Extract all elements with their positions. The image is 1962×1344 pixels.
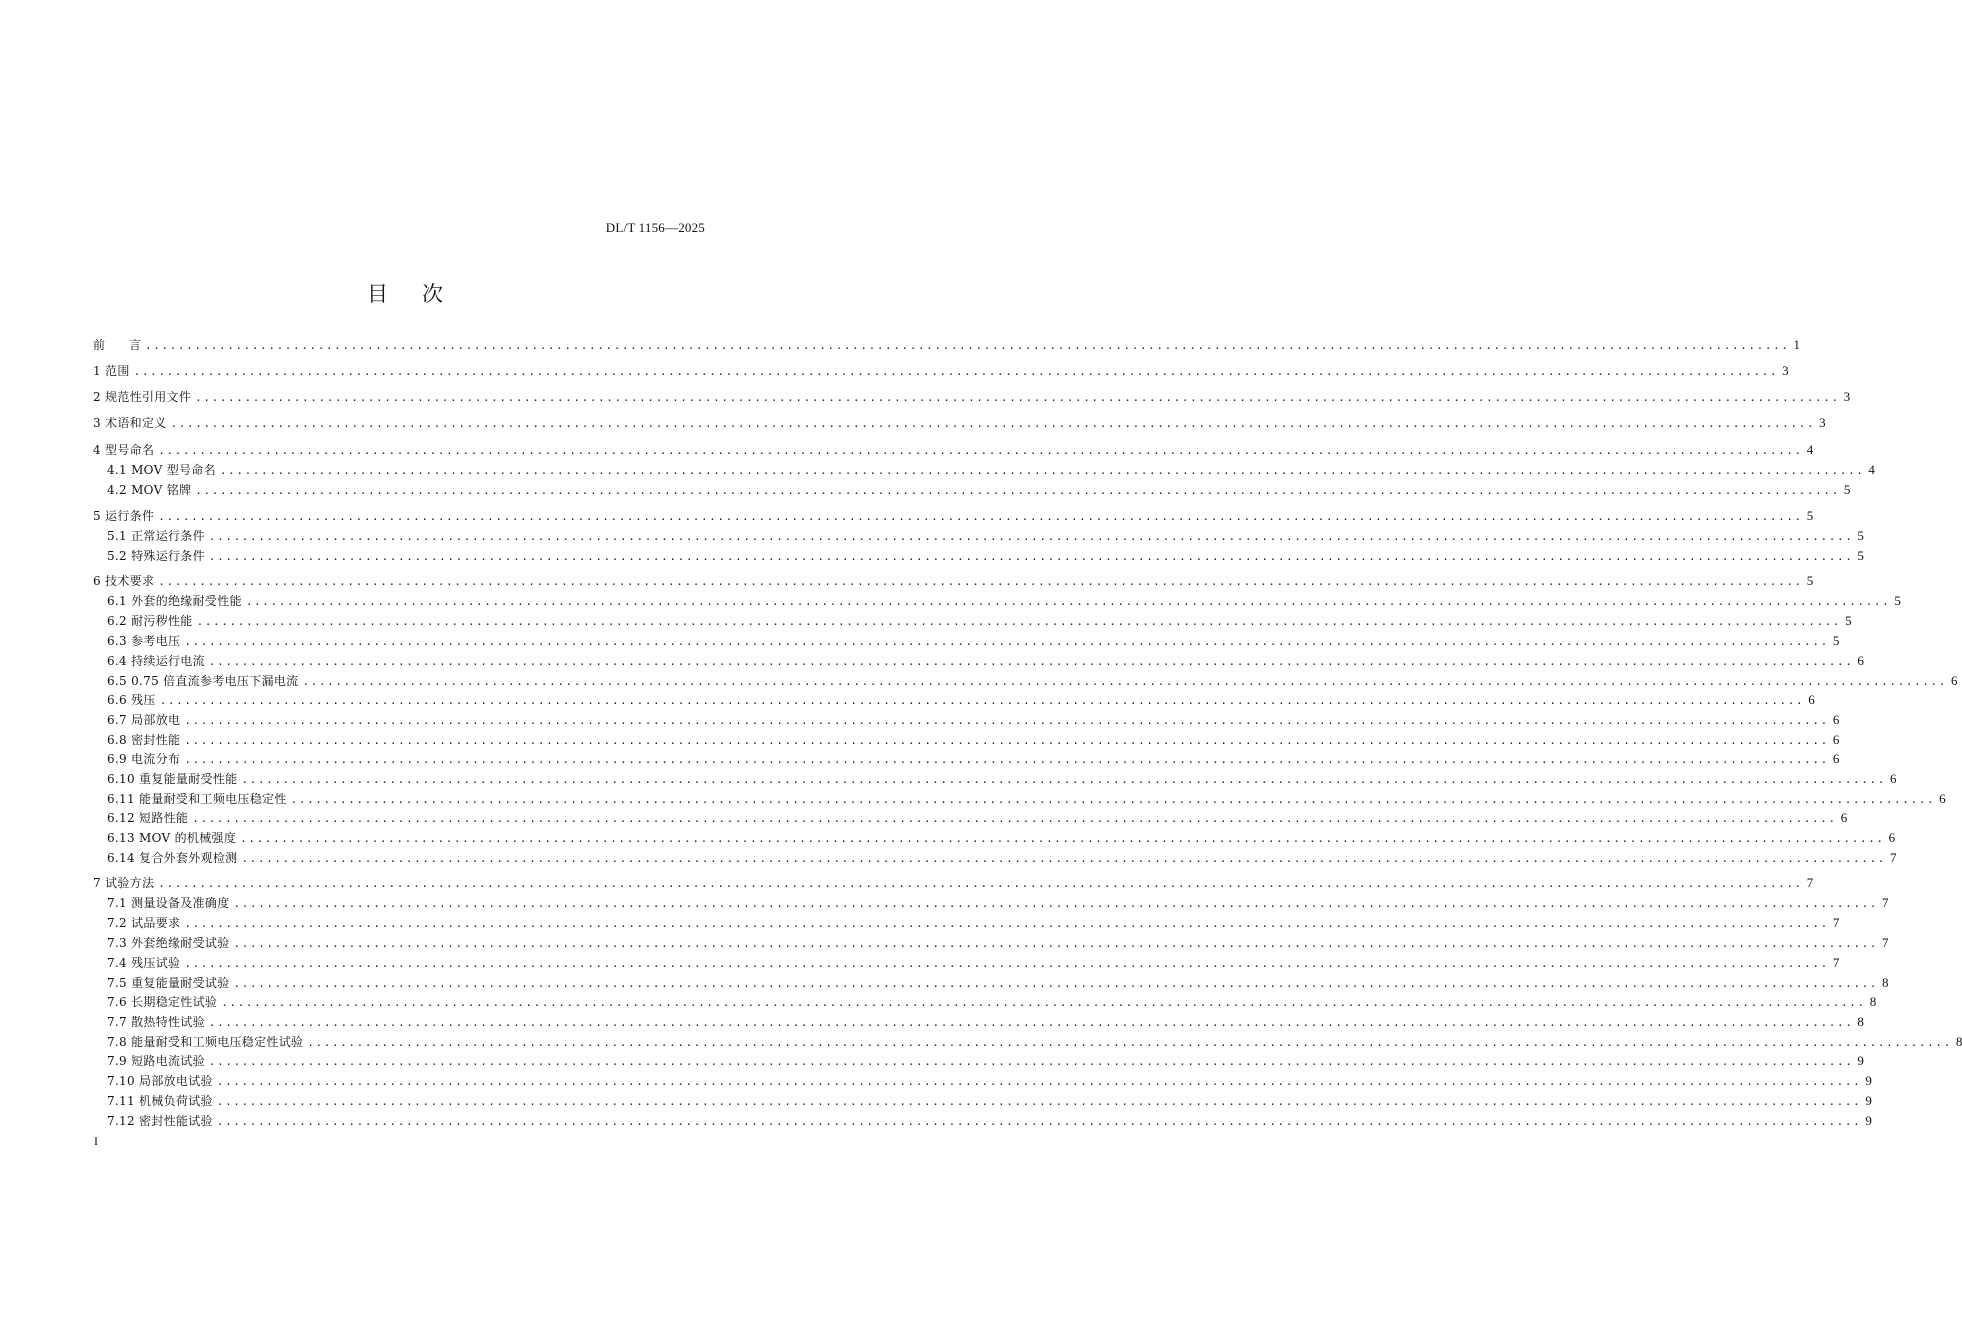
toc-entry-page: 3 xyxy=(1819,415,1826,430)
toc-entry-label: 6.8 密封性能 xyxy=(107,733,181,747)
toc-entry[interactable] xyxy=(93,414,1826,432)
toc-leader-dots: ........................................................................................................................................................................................................ xyxy=(233,897,1879,910)
toc-entry[interactable] xyxy=(107,672,1958,690)
toc-entry[interactable] xyxy=(93,572,1814,590)
toc-leader-dots: ........................................................................................................................................................................................................ xyxy=(184,957,1829,970)
toc-entry[interactable] xyxy=(107,1092,1872,1110)
toc-entry-label: 5.1 正常运行条件 xyxy=(107,529,205,543)
toc-leader-dots: ........................................................................................................................................................................................................ xyxy=(158,877,1803,890)
toc-entry-page: 6 xyxy=(1832,712,1840,727)
toc-entry[interactable] xyxy=(93,507,1814,525)
toc-leader-dots: ........................................................................................................................................................................................................ xyxy=(145,339,1790,352)
toc-entry-page: 8 xyxy=(1857,1014,1864,1029)
toc-entry-label: 7.3 外套绝缘耐受试验 xyxy=(107,936,230,950)
toc-entry-label: 7.1 测量设备及准确度 xyxy=(107,896,230,910)
toc-leader-dots: ........................................................................................................................................................................................................ xyxy=(241,852,1886,865)
toc-leader-dots: ........................................................................................................................................................................................................ xyxy=(208,1016,1854,1029)
toc-entry-page: 7 xyxy=(1882,935,1889,950)
toc-leader-dots: ........................................................................................................................................................................................................ xyxy=(158,444,1803,457)
toc-entry[interactable] xyxy=(107,731,1840,749)
toc-leader-dots: ........................................................................................................................................................................................................ xyxy=(184,917,1829,930)
toc-entry-label: 7.12 密封性能试验 xyxy=(107,1114,213,1128)
toc-leader-dots: ........................................................................................................................................................................................................ xyxy=(216,1095,1862,1108)
toc-entry-label: 7.2 试品要求 xyxy=(107,916,181,930)
toc-entry-label: 6.5 0.75 倍直流参考电压下漏电流 xyxy=(107,674,299,688)
toc-entry-label: 7.8 能量耐受和工频电压稳定性试验 xyxy=(107,1035,304,1049)
toc-entry[interactable] xyxy=(93,874,1814,892)
toc-entry-label: 6.12 短路性能 xyxy=(107,811,189,825)
toc-entry-label: 7.9 短路电流试验 xyxy=(107,1054,205,1068)
toc-entry-label: 7.4 残压试验 xyxy=(107,956,181,970)
toc-leader-dots: ........................................................................................................................................................................................................ xyxy=(195,484,1840,497)
standard-number: DL/T 1156—2025 xyxy=(605,220,705,235)
toc-entry[interactable] xyxy=(107,1013,1864,1031)
toc-leader-dots: ........................................................................................................................................................................................................ xyxy=(245,595,1891,608)
toc-entry[interactable] xyxy=(107,809,1848,827)
toc-entry-label: 6.1 外套的绝缘耐受性能 xyxy=(107,594,242,608)
toc-entry-page: 8 xyxy=(1869,994,1877,1009)
toc-entry-label: 6.13 MOV 的机械强度 xyxy=(107,831,237,845)
toc-entry-page: 3 xyxy=(1843,389,1851,404)
toc-leader-dots: ........................................................................................................................................................................................................ xyxy=(216,1075,1862,1088)
toc-entry-page: 4 xyxy=(1868,462,1875,477)
toc-entry-label: 7.7 散热特性试验 xyxy=(107,1015,205,1029)
toc-entry[interactable] xyxy=(107,547,1864,565)
toc-entry-label: 5 运行条件 xyxy=(93,509,155,523)
toc-entry-page: 8 xyxy=(1882,975,1889,990)
toc-entry[interactable] xyxy=(107,652,1864,670)
toc-entry-page: 5 xyxy=(1857,548,1864,563)
toc-entry-label: 7.6 长期稳定性试验 xyxy=(107,995,218,1009)
toc-entry-label: 4 型号命名 xyxy=(93,443,155,457)
toc-leader-dots: ........................................................................................................................................................................................................ xyxy=(159,694,1805,707)
toc-entry-label: 4.2 MOV 铭牌 xyxy=(107,483,192,497)
toc-leader-dots: ........................................................................................................................................................................................................ xyxy=(158,510,1803,523)
toc-entry[interactable] xyxy=(107,790,1946,808)
toc-entry-page: 6 xyxy=(1808,692,1815,707)
toc-entry-page: 9 xyxy=(1865,1113,1872,1128)
toc-leader-dots: ........................................................................................................................................................................................................ xyxy=(195,391,1840,404)
toc-entry-page: 1 xyxy=(1793,337,1801,352)
toc-entry[interactable] xyxy=(107,527,1864,545)
toc-entry[interactable] xyxy=(93,388,1851,406)
toc-entry[interactable] xyxy=(107,954,1840,972)
toc-leader-dots: ........................................................................................................................................................................................................ xyxy=(221,996,1866,1009)
toc-entry[interactable] xyxy=(107,1033,1962,1051)
toc-leader-dots: ........................................................................................................................................................................................................ xyxy=(290,793,1936,806)
toc-entry-label: 6 技术要求 xyxy=(93,574,155,588)
toc-entry-page: 6 xyxy=(1832,751,1840,766)
toc-entry[interactable] xyxy=(107,1112,1872,1130)
toc-entry-page: 7 xyxy=(1882,895,1889,910)
toc-leader-dots: ........................................................................................................................................................................................................ xyxy=(192,812,1837,825)
toc-leader-dots: ........................................................................................................................................................................................................ xyxy=(219,464,1865,477)
toc-entry-label: 6.11 能量耐受和工频电压稳定性 xyxy=(107,792,287,806)
toc-entry-label: 7.11 机械负荷试验 xyxy=(107,1094,213,1108)
toc-entry-page: 7 xyxy=(1889,850,1897,865)
toc-entry-page: 9 xyxy=(1865,1093,1872,1108)
toc-entry-label: 4.1 MOV 型号命名 xyxy=(107,463,216,477)
toc-entry-label: 6.10 重复能量耐受性能 xyxy=(107,772,238,786)
toc-leader-dots: ........................................................................................................................................................................................................ xyxy=(158,575,1803,588)
toc-entry-label: 5.2 特殊运行条件 xyxy=(107,549,205,563)
toc-entry-page: 3 xyxy=(1782,363,1789,378)
toc-entry[interactable] xyxy=(107,770,1897,788)
toc-entry-page: 5 xyxy=(1857,528,1864,543)
toc-leader-dots: ........................................................................................................................................................................................................ xyxy=(208,655,1854,668)
toc-entry-page: 9 xyxy=(1857,1053,1864,1068)
toc-entry[interactable] xyxy=(107,934,1889,952)
toc-entry[interactable] xyxy=(107,974,1889,992)
toc-leader-dots: ........................................................................................................................................................................................................ xyxy=(184,753,1829,766)
toc-entry-label: 6.6 残压 xyxy=(107,693,156,707)
toc-leader-dots: ........................................................................................................................................................................................................ xyxy=(170,417,1816,430)
page-title: 目次 xyxy=(367,282,477,306)
toc-leader-dots: ........................................................................................................................................................................................................ xyxy=(240,832,1885,845)
page-number: I xyxy=(94,1134,98,1148)
toc-entry-label: 1 范围 xyxy=(93,364,130,378)
toc-entry-page: 6 xyxy=(1832,732,1840,747)
toc-leader-dots: ........................................................................................................................................................................................................ xyxy=(184,714,1829,727)
toc-entry[interactable] xyxy=(107,592,1901,610)
toc-entry-page: 7 xyxy=(1806,875,1814,890)
toc-entry-label: 6.7 局部放电 xyxy=(107,713,181,727)
toc-entry-label: 7.5 重复能量耐受试验 xyxy=(107,976,230,990)
toc-entry-page: 8 xyxy=(1955,1034,1962,1049)
toc-leader-dots: ........................................................................................................................................................................................................ xyxy=(302,675,1947,688)
toc-entry[interactable] xyxy=(107,1052,1864,1070)
toc-entry[interactable] xyxy=(93,441,1814,459)
toc-entry[interactable] xyxy=(107,632,1840,650)
toc-leader-dots: ........................................................................................................................................................................................................ xyxy=(208,550,1854,563)
toc-entry-page: 7 xyxy=(1832,915,1840,930)
toc-leader-dots: ........................................................................................................................................................................................................ xyxy=(233,977,1879,990)
toc-leader-dots: ........................................................................................................................................................................................................ xyxy=(133,365,1779,378)
toc-leader-dots: ........................................................................................................................................................................................................ xyxy=(208,530,1854,543)
toc-entry[interactable] xyxy=(107,1072,1872,1090)
toc-entry[interactable] xyxy=(107,750,1840,768)
toc-entry-label: 6.4 持续运行电流 xyxy=(107,654,205,668)
toc-entry[interactable] xyxy=(107,691,1815,709)
toc-entry-page: 5 xyxy=(1806,573,1814,588)
toc-entry[interactable] xyxy=(107,849,1897,867)
toc-entry-page: 5 xyxy=(1845,613,1852,628)
toc-entry-label: 3 术语和定义 xyxy=(93,416,167,430)
toc-entry-page: 5 xyxy=(1832,633,1840,648)
toc-entry[interactable] xyxy=(107,481,1851,499)
toc-entry[interactable] xyxy=(107,612,1852,630)
toc-leader-dots: ........................................................................................................................................................................................................ xyxy=(216,1115,1862,1128)
toc-leader-dots: ........................................................................................................................................................................................................ xyxy=(196,615,1842,628)
toc-leader-dots: ........................................................................................................................................................................................................ xyxy=(307,1036,1952,1049)
toc-entry-label: 2 规范性引用文件 xyxy=(93,390,192,404)
toc-entry-label: 6.3 参考电压 xyxy=(107,634,181,648)
toc-entry-page: 6 xyxy=(1950,673,1958,688)
toc-entry-label: 6.14 复合外套外观检测 xyxy=(107,851,238,865)
toc-entry-label: 7.10 局部放电试验 xyxy=(107,1074,213,1088)
toc-entry-page: 6 xyxy=(1939,791,1946,806)
toc-leader-dots: ........................................................................................................................................................................................................ xyxy=(241,773,1886,786)
toc-entry-page: 6 xyxy=(1840,810,1848,825)
toc-entry[interactable] xyxy=(107,993,1877,1011)
toc-leader-dots: ........................................................................................................................................................................................................ xyxy=(184,635,1829,648)
toc-leader-dots: ........................................................................................................................................................................................................ xyxy=(208,1055,1854,1068)
toc-entry-label: 6.2 耐污秽性能 xyxy=(107,614,193,628)
toc-entry-page: 5 xyxy=(1806,508,1814,523)
toc-entry-page: 6 xyxy=(1857,653,1864,668)
toc-entry[interactable] xyxy=(93,336,1801,354)
toc-leader-dots: ........................................................................................................................................................................................................ xyxy=(233,937,1879,950)
toc-entry[interactable] xyxy=(107,461,1875,479)
toc-entry-page: 9 xyxy=(1865,1073,1872,1088)
toc-entry-page: 4 xyxy=(1806,442,1814,457)
toc-entry[interactable] xyxy=(93,362,1789,380)
toc-entry[interactable] xyxy=(107,829,1896,847)
toc-entry-page: 6 xyxy=(1888,830,1896,845)
toc-entry-label: 前 言 xyxy=(93,338,142,352)
toc-entry-page: 7 xyxy=(1832,955,1840,970)
toc-entry-page: 6 xyxy=(1889,771,1897,786)
toc-entry-label: 6.9 电流分布 xyxy=(107,752,181,766)
toc-entry-label: 7 试验方法 xyxy=(93,876,155,890)
toc-entry-page: 5 xyxy=(1843,482,1851,497)
toc-entry[interactable] xyxy=(107,894,1889,912)
toc-entry-page: 5 xyxy=(1894,593,1901,608)
toc-entry[interactable] xyxy=(107,711,1840,729)
toc-entry[interactable] xyxy=(107,914,1840,932)
toc-leader-dots: ........................................................................................................................................................................................................ xyxy=(184,734,1829,747)
